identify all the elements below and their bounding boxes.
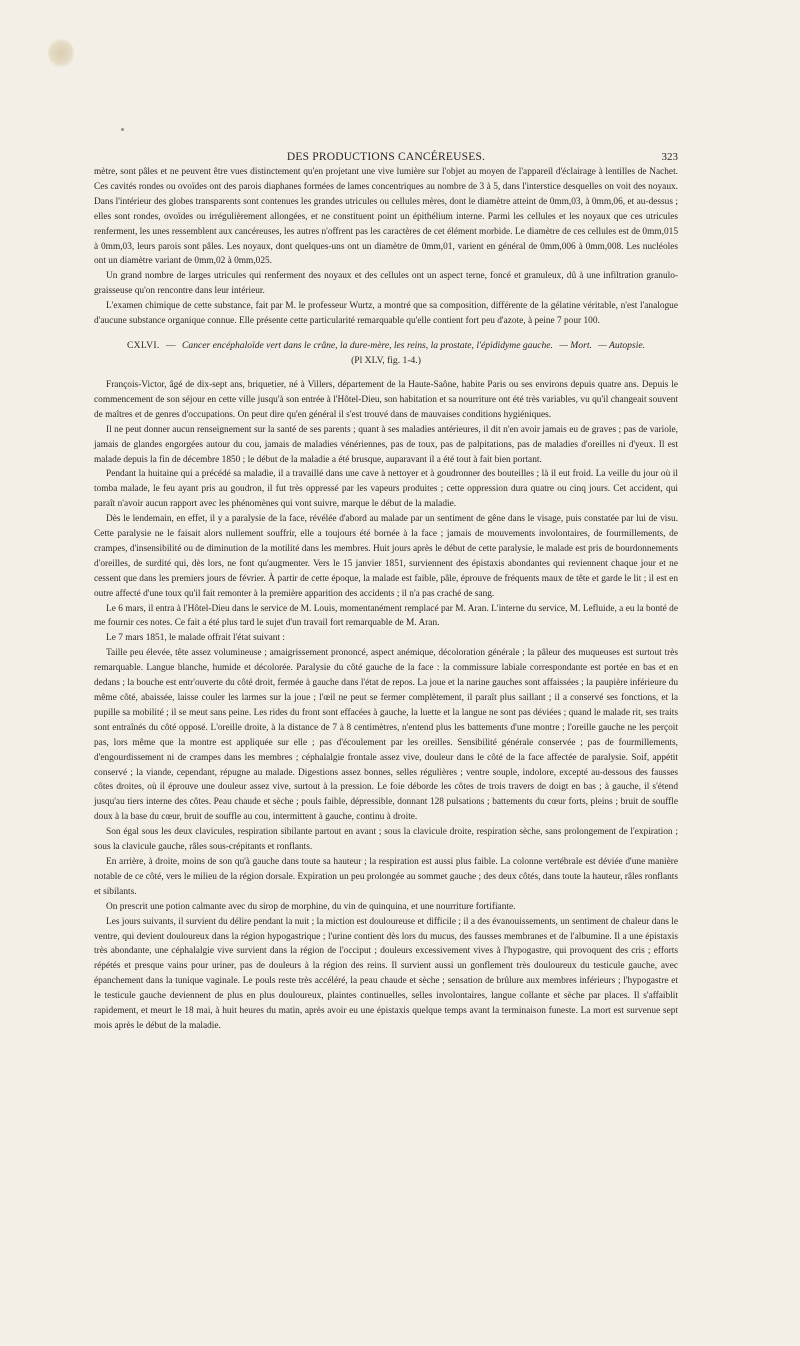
paragraph: L'examen chimique de cette substance, fait par M. le professeur Wurtz, a montré que sa composition, différente de la gélatine véritable, n'est l'analogue d'aucune substance organique connue. Elle présente cette particularité remarquable qu'elle contient fort peu d'azote, à peine 7 pour 100. — [94, 301, 678, 327]
page-number: 323 — [661, 151, 678, 163]
ink-speck — [121, 128, 124, 131]
paragraph: On prescrit une potion calmante avec du sirop de morphine, du vin de quinquina, et une nourriture fortifiante. — [106, 901, 516, 912]
paper-stain — [48, 38, 74, 68]
running-title: DES PRODUCTIONS CANCÉREUSES. — [286, 151, 486, 163]
plate-reference: (Pl XLV, fig. 1-4.) — [351, 354, 421, 366]
paragraph: Il ne peut donner aucun renseignement sur la santé de ses parents ; quant à ses maladies antérieures, il dit n'en avoir jamais eu de graves ; pas de variole, jamais de glandes engorgées autour du cou, jamais de maladies vénériennes, pas de toux, pas de palpitations, pas de maladies d'oreilles ni d'yeux. Il est malade depuis la fin de décembre 1850 ; le début de la maladie a été brusque, auparavant il a été tout à fait bien portant. — [94, 424, 678, 465]
page-header — [94, 150, 678, 164]
paragraph: En arrière, à droite, moins de son qu'à gauche dans toute sa hauteur ; la respiration est aussi plus faible. La colonne vertébrale est déviée d'une manière notable de ce côté, vers le milieu de la région dorsale. Expiration un peu prolongée au sommet gauche ; des deux côtés, dans toute la hauteur, râles ronflants et sibilants. — [94, 856, 678, 897]
case-mort: — Mort. — [559, 339, 592, 351]
case-title: Cancer encéphaloïde vert dans le crâne, la dure-mère, les reins, la prostate, l'épididyme gauche. — [182, 339, 553, 351]
paragraph: Taille peu élevée, tête assez volumineuse ; amaigrissement prononcé, aspect anémique, décoloration générale ; la pâleur des muqueuses est surtout très remarquable. Langue blanche, humide et décolorée. Paralysie du côté gauche de la face : la commissure labiale correspondante est portée en bas et en dedans ; la bouche est entr'ouverte du côté droit, fermée à gauche dans l'état de repos. La joue et la narine gauches sont affaissées ; la paupière inférieure du même côté, abaissée, laisse couler les larmes sur la joue ; l'œil ne peut se fermer complètement, il paraît plus saillant ; il a conservé ses fonctions, et la pupille sa mobilité ; il se meut sans peine. Les rides du front sont effacées à gauche, la luette et la langue ne sont pas déviées ; quand le malade rit, ses traits sont entraînés du côté opposé. L'oreille droite, à la distance de 7 à 8 centimètres, n'entend plus les battements d'une montre ; l'oreille gauche ne les perçoit pas, lors même que la montre est appliquée sur elle ; pas d'écoulement par les oreilles. Sensibilité générale conservée ; pas de fourmillements, d'engourdissement ni de crampes dans les membres ; céphalalgie frontale assez vive, douleur dans le côté de la face affectée de paralysie. Soif, appétit conservé ; la viande, cependant, répugne au malade. Digestions assez bonnes, selles régulières ; ventre souple, indolore, excepté au-dessous des fausses côtes droites, où il éprouve une douleur assez vive, surtout à la pression. Le foie déborde les côtes de trois travers de doigt en bas ; à gauche, il s'étend jusqu'au tiers interne des côtes. Peau chaude et sèche ; pouls faible, dépressible, donnant 128 pulsations ; battements du cœur forts, pleins ; bruit de souffle doux à la base du cœur, bruit de souffle au cou, intermittent à gauche, continu à droite. — [94, 648, 678, 823]
paragraph: Pendant la huitaine qui a précédé sa maladie, il a travaillé dans une cave à nettoyer et à goudronner des bouteilles ; là il eut froid. La veille du jour où il tomba malade, le feu ayant pris au goudron, il fut très oppressé par les vapeurs produites ; cette oppression dura quatre ou cinq jours. Cet accident, qui paraît n'avoir aucun rapport avec les phénomènes qui vont suivre, marque le début de la maladie. — [94, 469, 678, 510]
paragraph: François-Victor, âgé de dix-sept ans, briquetier, né à Villers, département de la Haute-Saône, habite Paris ou ses environs depuis quatre ans. Depuis le commencement de son séjour en cette ville jusqu'à son entrée à l'Hôtel-Dieu, son habitation et sa nourriture ont été très variables, vu qu'il changeait souvent de maîtres et de genres d'occupations. On peut dire qu'en général il s'est trouvé dans de mauvaises conditions hygiéniques. — [94, 379, 678, 420]
paragraph: Dès le lendemain, en effet, il y a paralysie de la face, révélée d'abord au malade par un sentiment de gêne dans le visage, puis constatée par lui de visu. Cette paralysie ne le faisait alors nullement souffrir, elle a toujours été bornée à la face ; jamais de mouvements involontaires, de fourmillements, de crampes, d'insensibilité ou de diminution de la motilité dans les membres. Huit jours après le début de cette paralysie, le malade est pris de bourdonnements d'oreilles, de surdité qui, dès lors, ne font qu'augmenter. Vers le 15 janvier 1851, surviennent des épistaxis abondantes qui reviennent chaque jour et ne cessent que dans les premiers jours de février. À partir de cette époque, la malade est faible, pâle, éprouve de fréquents maux de tête et garde le lit ; il est en outre affecté d'une toux qu'il fait remonter à la première apparition des accidents ; il n'a pas craché de sang. — [94, 514, 678, 599]
page-body — [94, 165, 678, 1034]
paragraph: Le 6 mars, il entra à l'Hôtel-Dieu dans le service de M. Louis, momentanément remplacé par M. Aran. L'interne du service, M. Lefluide, a eu la bonté de me fournir ces notes. Ce fait a été plus tard le sujet d'un travail fort remarquable de M. Aran. — [94, 603, 678, 629]
case-number: CXLVI. — [126, 339, 160, 351]
paragraph-continuation: mètre, sont pâles et ne peuvent être vues distinctement qu'en projetant une vive lumière sur l'objet au moyen de l'appareil d'éclairage à lentilles de Nachet. Ces cavités rondes ou ovoïdes ont des parois diaphanes formées de lames concentriques au nombre de 3 à 5, dans l'interstice desquelles on voit des noyaux. Dans l'intérieur des globes transparents sont contenues les grandes utricules ou cellules mères, dont le diamètre atteint de 0mm,03, à 0mm,06, et au-dessus ; elles sont rondes, ovoïdes ou irrégulièrement allongées, et ne constituent point un épithélium interne. Parmi les cellules et les noyaux que ces utricules renferment, les unes ressemblent aux cancéreuses, les autres n'offrent pas les caractères de cet élément morbide. Le diamètre de ces cellules est de 0mm,015 à 0mm,03, leurs parois sont pâles. Les noyaux, dont quelques-uns ont un diamètre de 0mm,01, varient en général de 0mm,006 à 0mm,008. Les nucléoles ont un diamètre variant de 0mm,02 à 0mm,025. — [94, 167, 678, 267]
paragraph: Les jours suivants, il survient du délire pendant la nuit ; la miction est douloureuse et difficile ; il a des évanouissements, un sentiment de chaleur dans le ventre, qui devient douloureux dans la région hypogastrique ; l'urine contient dès lors du mucus, des fausses membranes et de l'albumine. Il a une épistaxis très abondante, une céphalalgie vive survient dans la région de l'occiput ; douleurs excessivement vives à l'hypogastre, qui provoquent des cris ; efforts répétés et presque vains pour uriner, pas de douleurs à la région des reins. Il survient aussi un gonflement très douloureux du testicule gauche, avec épanchement dans la tunique vaginale. Le pouls reste très accéléré, la peau chaude et sèche ; sensation de brûlure aux membres inférieurs ; l'hypogastre et le testicule gauche deviennent de plus en plus douloureux, plaintes continuelles, selles involontaires, langue collante et sèche par places. Il s'affaiblit rapidement, et meurt le 18 mai, à huit heures du matin, après avoir eu une épistaxis quelque temps avant la terminaison funeste. La mort est survenue sept mois après le début de la maladie. — [94, 916, 678, 1031]
case-dash: — — [166, 339, 176, 351]
paragraph: Le 7 mars 1851, le malade offrait l'état suivant : — [106, 633, 285, 644]
paragraph: Un grand nombre de larges utricules qui renferment des noyaux et des cellules ont un aspect terne, foncé et granuleux, dû à une infiltration granulo-graisseuse qu'on rencontre dans leur intérieur. — [94, 271, 678, 297]
paragraph: Son égal sous les deux clavicules, respiration sibilante partout en avant ; sous la clavicule droite, respiration sèche, sans prolongement de l'expiration ; sous la clavicule gauche, râles sous-crépitants et ronflants. — [94, 827, 678, 853]
case-autopsie: — Autopsie. — [598, 339, 646, 351]
case-heading — [94, 338, 678, 353]
